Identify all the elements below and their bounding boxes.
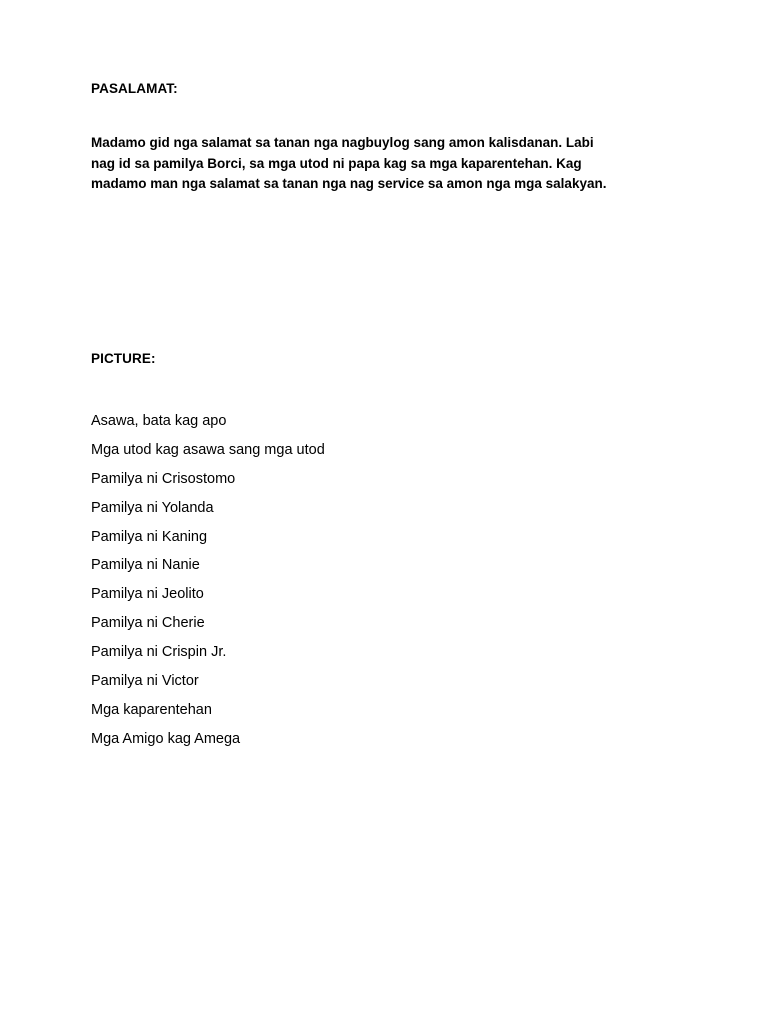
picture-list bbox=[91, 407, 325, 754]
list-item: Asawa, bata kag apo bbox=[91, 413, 227, 429]
list-item: Mga utod kag asawa sang mga utod bbox=[91, 441, 325, 458]
list-item: Pamilya ni Nanie bbox=[91, 557, 200, 574]
list-item: Pamilya ni Cherie bbox=[91, 615, 205, 632]
thanks-line: nag id sa pamilya Borci, sa mga utod ni papa kag sa mga kaparentehan. Kag bbox=[91, 155, 582, 171]
list-item: Pamilya ni Yolanda bbox=[91, 499, 214, 516]
list-item: Pamilya ni Crispin Jr. bbox=[91, 644, 227, 661]
pasalamat-heading: PASALAMAT: bbox=[91, 81, 178, 96]
thanks-line: Madamo gid nga salamat sa tanan nga nagbuylog sang amon kalisdanan. Labi bbox=[91, 135, 594, 150]
list-item: Mga Amigo kag Amega bbox=[91, 730, 241, 747]
thanks-paragraph bbox=[91, 133, 691, 195]
thanks-line: madamo man nga salamat sa tanan nga nag service sa amon nga mga salakyan. bbox=[91, 176, 607, 191]
list-item: Pamilya ni Jeolito bbox=[91, 586, 204, 603]
list-item: Pamilya ni Kaning bbox=[91, 528, 208, 545]
list-item: Pamilya ni Victor bbox=[91, 673, 199, 690]
list-item: Pamilya ni Crisostomo bbox=[91, 470, 236, 487]
list-item: Mga kaparentehan bbox=[91, 701, 212, 718]
picture-heading: PICTURE: bbox=[91, 351, 156, 366]
